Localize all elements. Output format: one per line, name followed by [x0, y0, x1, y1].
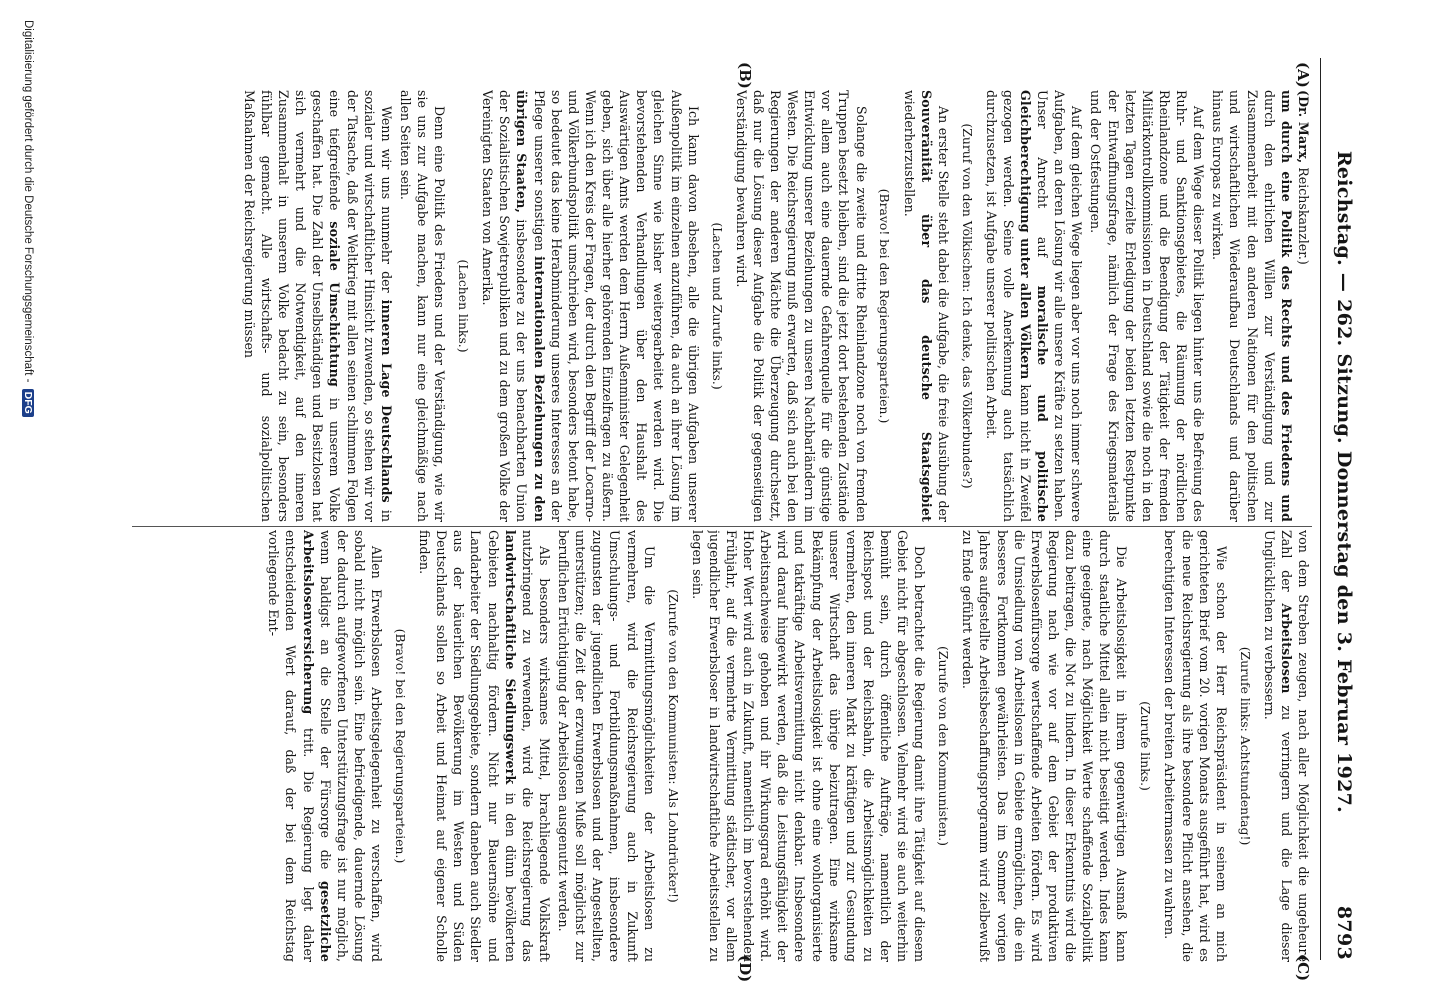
paragraph: Wie schon der Herr Reichspräsident in seinem an mich gerichteten Brief vom 20. vorigen Monats ausgeführt hat, wird es die neue Reichsregierung als ihre besondere Pflicht ansehen, die berechtigten Interessen der breiten Arbeitermassen zu wahren.	[1162, 530, 1229, 962]
speaker-role: Reichskanzler.)	[1296, 167, 1311, 265]
interjection: (Lachen und Zurufe links.)	[709, 222, 725, 390]
column-divider	[132, 526, 1312, 527]
credit-text: Digitalisierung gefördert durch die Deutsche Forschungsgemeinschaft -	[22, 20, 34, 383]
right-column	[132, 530, 1312, 962]
interjection: (Zurufe links.)	[1138, 701, 1154, 791]
dfg-logo: DFG	[22, 389, 34, 417]
paragraph: Ich kann davon absehen, alle die übrigen Aufgaben unserer Außenpolitik im einzelnen anzuführen, da auch an ihrer Lösung im gleichen Sinne wie bisher weitergearbeitet werden wird. Die bevorstehenden Verhandlungen über den Haushalt des Auswärtigen Amts werden dem Herrn Außenminister Gelegenheit geben, sich über alle hierher gehörenden Einzelfragen zu äußern. Wenn ich den Kreis der Fragen, der durch den Begriff der Locarno- und Völkerbundspolitik umschrieben wird, besonders betont habe, so bedeutet das keine Herabminderung unseres Interesses an der Pflege unserer sonstigen internationalen Beziehungen zu den übrigen Staaten, insbesondere zu der uns benachbarten Union der Sozialistischen Sowjetrepubliken und zu dem großen Volke der Vereinigten Staaten von Amerika.	[480, 90, 701, 522]
emphasis: Souveränität über das deutsche Staatsgebiet	[918, 90, 934, 522]
margin-marker-a: (A)	[1294, 62, 1312, 88]
header-rule	[1320, 58, 1321, 960]
emphasis: Arbeitslosen	[1278, 603, 1294, 694]
interjection: (Zurufe links: Achtstundentag!)	[1237, 646, 1253, 846]
paragraph: Solange die zweite und dritte Rheinlandzone noch von fremden Truppen besetzt bleiben, sind die jetzt dort bestehenden Zustände vor allem auch eine dauernde Gefahrenquelle für die günstige Entwicklung unserer Beziehungen zu unseren Nachbarländern im Westen. Die Reichsregierung muß erwarten, daß sich auch bei den Regierungen der anderen Mächte die Überzeugung durchsetzt, daß nur die Lösung dieser Aufgabe die Politik der gegenseitigen Verständigung bewahren wird.	[733, 90, 869, 522]
interjection: (Bravo! bei den Regierungsparteien.)	[877, 188, 893, 424]
emphasis: soziale Umschichtung	[327, 221, 343, 387]
page-number: 8793	[1333, 905, 1355, 960]
interjection: (Zurufe von den Kommunisten.)	[936, 646, 952, 846]
margin-marker-c: (C)	[1294, 955, 1312, 982]
digitization-credit	[22, 20, 34, 980]
paragraph: Denn eine Politik des Friedens und der Verständigung, wie wir sie uns zur Aufgabe machen, kann nur eine gleichmäßige nach allen Seiten sein.	[397, 90, 448, 522]
paragraph: An erster Stelle steht dabei die Aufgabe, die freie Ausübung der Souveränität über das deutsche Staatsgebiet wiederherzustellen.	[901, 90, 951, 522]
interjection: (Lachen links.)	[456, 259, 472, 353]
running-head	[1324, 58, 1364, 960]
emphasis: um durch eine Politik des Rechts und des Friedens und	[1278, 90, 1294, 522]
paragraph: Allen Erwerbslosen Arbeitsgelegenheit zu verschaffen, wird sobald nicht möglich sein. Eine befriedigende, dauernde Lösung der dadurch aufgeworfenen Unterstützungsfrage ist nur möglich, wenn baldigst an die Stelle der Fürsorge die gesetzliche Arbeitslosenversicherung tritt. Die Regierung legt daher entscheidenden Wert darauf, daß der bei dem Reichstag vorliegende Ent-	[266, 530, 385, 962]
paragraph: Auf dem Wege dieser Politik liegen hinter uns die Befreiung des Ruhr- und Sanktionsgebietes, die Räumung der nördlichen Rheinlandzone und die Beendigung der Tätigkeit der fremden Militärkontrollkommissionen in Deutschland sowie die noch in den letzten Tagen erzielte Erledigung der beiden letzten Restpunkte der Entwaffnungsfrage, nämlich der Frage des Kriegsmaterials und der Ostfestungen.	[1088, 90, 1207, 522]
interjection: (Bravo! bei den Regierungsparteien.)	[392, 628, 408, 864]
paragraph: Um die Vermittlungsmöglichkeiten der Arbeitslosen zu vermehren, wird die Reichsregierung auch in Zukunft Umschulungs- und Fortbildungsmaßnahmen, insbesondere zugunsten der jugendlichen Erwerbslosen und der Angestellten, unterstützen; die Zeit der erzwungenen Muße soll möglichst zur beruflichen Ertüchtigung der Arbeitslosen ausgenutzt werden.	[556, 530, 657, 962]
paragraph: Wenn wir uns nunmehr der inneren Lage Deutschlands in sozialer und wirtschaftlicher Hinsicht zuwenden, so stehen wir vor der Tatsache, daß der Weltkrieg mit allen seinen schlimmen Folgen eine tiefgreifende soziale Umschichtung in unserem Volke geschaffen hat. Die Zahl der Unselbständigen und Besitzlosen hat sich vermehrt und die Notwendigkeit, auf den inneren Zusammenhalt in unserem Volke bedacht zu sein, besonders fühlbar gemacht. Alle wirtschafts- und sozialpolitischen Maßnahmen der Reichsregierung müssen	[241, 90, 394, 522]
emphasis: landwirtschaftliche Siedlungswerk	[502, 530, 518, 785]
interjection: (Zuruf von den Völkischen: Ich denke, das Völkerbundes?)	[959, 123, 975, 489]
emphasis: moralische und politische Gleichberechtigung unter allen Völkern	[1018, 90, 1051, 522]
paragraph: Als besonders wirksames Mittel, brachliegende Volkskraft nutzbringend zu verwenden, wird die Reichsregierung das landwirtschaftliche Siedlungswerk in den dünn bevölkerten Gebieten nachhaltig fördern. Nicht nur Bauernsöhne und Landarbeiter der Siedlungsgebiete, sondern daneben auch Siedler aus der bäuerlichen Bevölkerung im Westen und Süden Deutschlands sollen so Arbeit und Heimat auf eigener Scholle finden.	[417, 530, 552, 962]
paragraph: von dem Streben zeugen, nach aller Möglichkeit die ungeheure Zahl der Arbeitslosen zu verringern und die Lage dieser Unglücklichen zu verbessern.	[1261, 530, 1311, 962]
emphasis: internationalen Beziehungen zu den übrigen Staaten,	[514, 90, 547, 522]
interjection: (Zurufe von den Kommunisten: Als Lohndrücker!)	[665, 589, 681, 903]
margin-marker-b: (B)	[736, 62, 754, 89]
paragraph: Auf dem gleichen Wege liegen aber vor uns noch immer schwere Aufgaben, an deren Lösung wir alle unsere Kräfte zu setzen haben. Unser Anrecht auf moralische und politische Gleichberechtigung unter allen Völkern kann nicht in Zweifel gezogen werden. Seine volle Anerkennung auch tatsächlich durchzusetzen, ist Aufgabe unserer politischen Arbeit.	[983, 90, 1085, 522]
left-column	[132, 90, 1312, 522]
paragraph: Die Arbeitslosigkeit in ihrem gegenwärtigen Ausmaß kann durch staatliche Mittel allein nicht beseitigt werden. Indes kann eine geeignete, nach Möglichkeit Werte schaffende Sozialpolitik dazu beitragen, die Not zu lindern. In dieser Erkenntnis wird die Regierung nach wie vor auf dem Gebiet der produktiven Erwerbslosenfürsorge wertschaffende Arbeiten fördern. Es wird die Umsiedlung von Arbeitslosen in Gebiete ermöglichen, die ein besseres Fortkommen gewährleisten. Das im Sommer vorigen Jahres aufgestellte Arbeitsbeschaffungsprogramm wird zielbewußt zu Ende geführt werden.	[960, 530, 1130, 962]
paragraph: Doch betrachtet die Regierung damit ihre Tätigkeit auf diesem Gebiet nicht für abgeschlossen. Vielmehr wird sie auch weiterhin bemüht sein, durch öffentliche Aufträge, namentlich der Reichspost und der Reichsbahn, die Arbeitsmöglichkeiten zu vermehren, den inneren Markt zu kräftigen und zur Gesundung unserer Wirtschaft das übrige beizutragen. Eine wirksame Bekämpfung der Arbeitslosigkeit ist ohne eine wohlorganisierte und tatkräftige Arbeitsvermittlung nicht denkbar. Insbesondere wird darauf hingewirkt werden, daß die Leistungsfähigkeit der Arbeitsnachweise gehoben und ihr Wirkungsgrad erhöht wird. Hoher Wert wird auch in Zukunft, namentlich im bevorstehenden Frühjahr, auf die vermehrte Vermittlung städtischer, vor allem jugendlicher Erwerbsloser in landwirtschaftliche Arbeitsstellen zu legen sein.	[689, 530, 928, 962]
emphasis: gesetzliche Arbeitslosenversicherung	[300, 530, 333, 962]
margin-marker-d: (D)	[736, 955, 754, 983]
paragraph: um durch eine Politik des Rechts und des Friedens und durch den ehrlichen Willen zur Verständigung und zur Zusammenarbeit mit den anderen Nationen für den politischen und wirtschaftlichen Wiederaufbau Deutschlands und darüber hinaus Europas zu wirken.	[1210, 90, 1294, 522]
speaker-name: (Dr. Marx,	[1296, 90, 1311, 164]
speaker-line	[1295, 90, 1312, 522]
page-header-title: Reichstag. — 262. Sitzung. Donnerstag den 3. Februar 1927.	[1333, 150, 1355, 814]
emphasis: inneren Lage Deutschlands	[378, 299, 394, 503]
